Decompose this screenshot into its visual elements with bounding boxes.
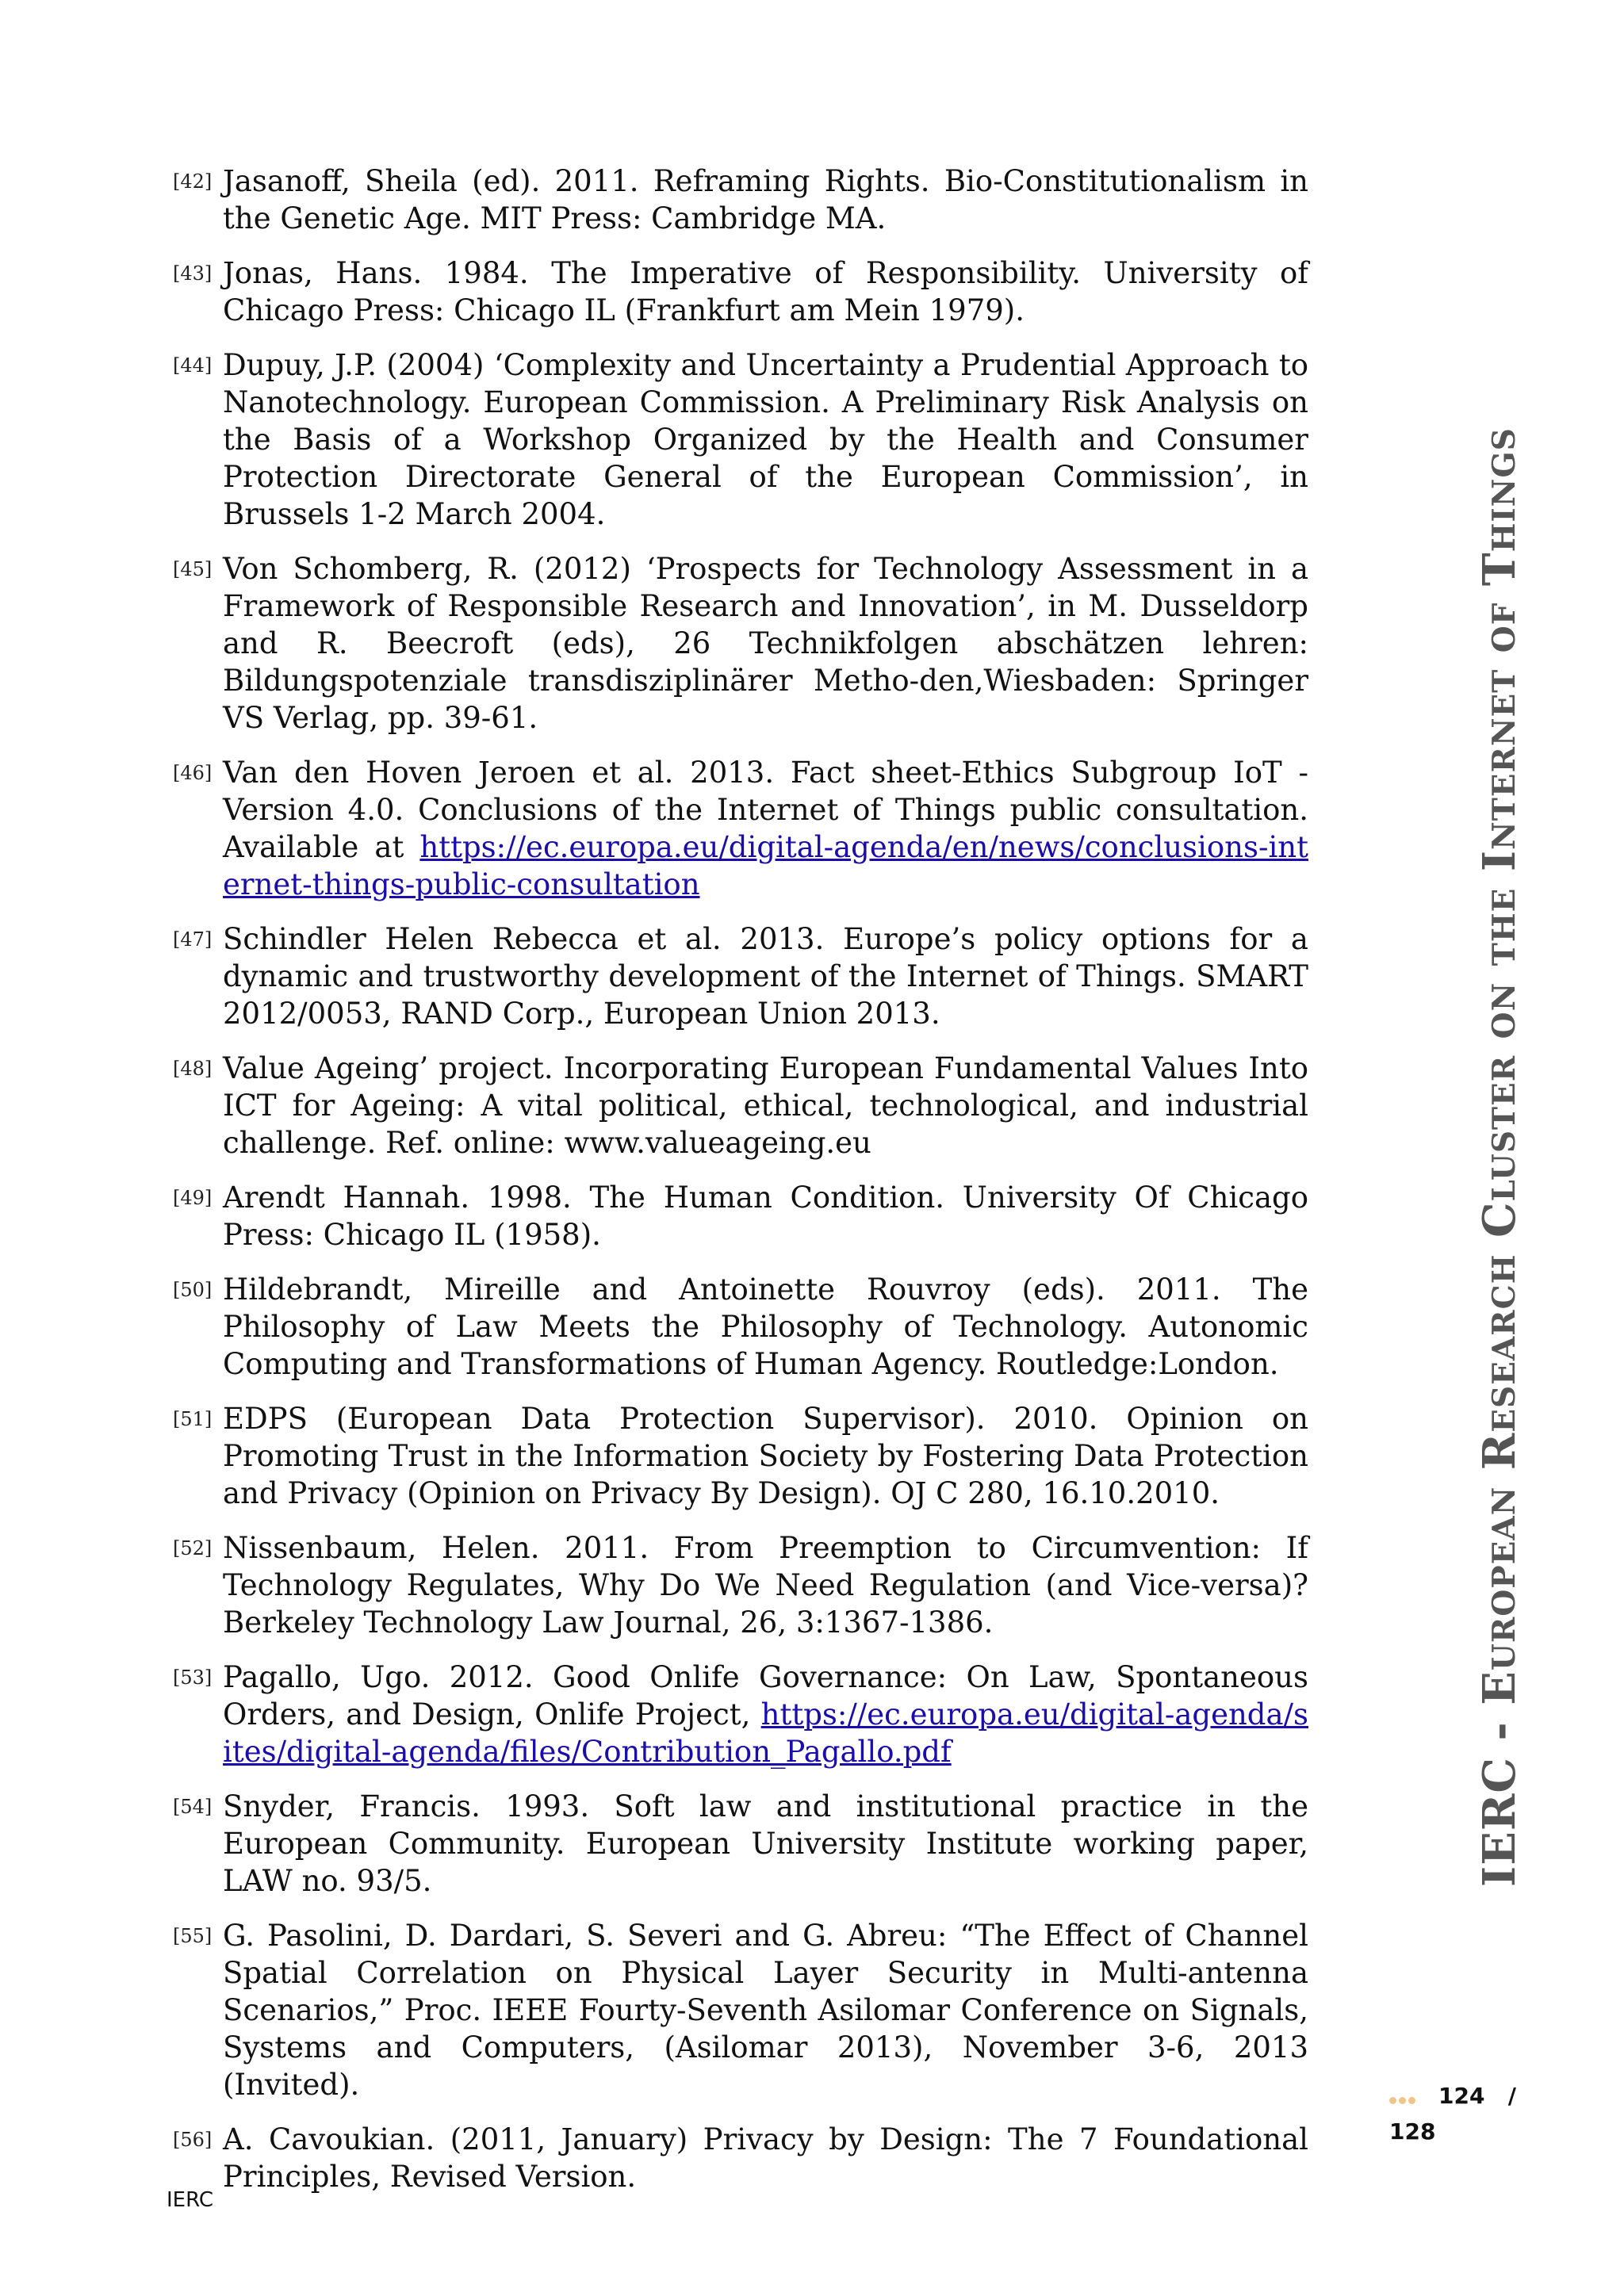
page-current: 124 <box>1438 2083 1485 2109</box>
reference-number: [53] <box>173 1667 213 1689</box>
reference-text: Arendt Hannah. 1998. The Human Condition. University Of Chicago Press: Chicago IL (1958). <box>223 1181 1308 1252</box>
reference-number: [48] <box>173 1058 213 1080</box>
page-number <box>1389 2079 1580 2149</box>
reference-item <box>173 1050 1308 1161</box>
reference-item <box>173 1179 1308 1253</box>
reference-item <box>173 163 1308 237</box>
reference-number: [51] <box>173 1408 213 1430</box>
reference-number: [44] <box>173 354 213 377</box>
reference-text: Dupuy, J.P. (2004) ‘Complexity and Uncertainty a Prudential Approach to Nanotechnology. European Commission. A Preliminary Risk Analysis on the Basis of a Workshop Organized by the Health and Consumer Protection Directorate General of the European Commission’, in Brussels 1-2 March 2004. <box>223 348 1308 531</box>
reference-item <box>173 1271 1308 1383</box>
footer-label: IERC <box>167 2188 214 2212</box>
reference-text: Von Schomberg, R. (2012) ‘Prospects for Technology Assessment in a Framework of Responsible Research and Innovation’, in M. Dusseldorp and R. Beecroft (eds), 26 Technikfolgen abschätzen lehren: Bildungspotenziale transdisziplinärer Metho-den,Wiesbaden: Springer VS Verlag, pp. 39-61. <box>223 552 1308 735</box>
reference-item <box>173 346 1308 533</box>
reference-number: [56] <box>173 2129 213 2151</box>
reference-item <box>173 1917 1308 2103</box>
reference-number: [46] <box>173 762 213 784</box>
side-document-title: IERC - European Research Cluster on the Internet of Things <box>1473 427 1526 1887</box>
reference-item <box>173 920 1308 1032</box>
dots-icon <box>1389 2080 1418 2114</box>
reference-number: [55] <box>173 1925 213 1947</box>
reference-text: Pagallo, Ugo. 2012. Good Onlife Governance: On Law, Spontaneous Orders, and Design, Onlife Project, <box>223 1660 1308 1732</box>
reference-link[interactable]: https://ec.europa.eu/digital-agenda/sites/digital-agenda/files/Contribution_Pagallo.pdf <box>223 1697 1308 1769</box>
reference-item <box>173 1529 1308 1641</box>
reference-item <box>173 1788 1308 1900</box>
reference-number: [47] <box>173 928 213 951</box>
reference-number: [54] <box>173 1796 213 1818</box>
reference-number: [50] <box>173 1279 213 1301</box>
page-separator: / <box>1507 2083 1516 2109</box>
reference-item <box>173 1400 1308 1512</box>
reference-item <box>173 754 1308 903</box>
reference-text: Jasanoff, Sheila (ed). 2011. Reframing Rights. Bio-Constitutionalism in the Genetic Age. MIT Press: Cambridge MA. <box>223 164 1308 235</box>
reference-number: [49] <box>173 1187 213 1209</box>
reference-item <box>173 550 1308 737</box>
reference-link[interactable]: https://ec.europa.eu/digital-agenda/en/news/conclusions-internet-things-public-consultation <box>223 830 1308 901</box>
reference-text: Snyder, Francis. 1993. Soft law and institutional practice in the European Community. European University Institute working paper, LAW no. 93/5. <box>223 1789 1308 1898</box>
reference-number: [45] <box>173 558 213 580</box>
reference-text: Hildebrandt, Mireille and Antoinette Rouvroy (eds). 2011. The Philosophy of Law Meets the Philosophy of Technology. Autonomic Computing and Transformations of Human Agency. Routledge:London. <box>223 1272 1308 1381</box>
reference-text: Value Ageing’ project. Incorporating European Fundamental Values Into ICT for Ageing: A vital political, ethical, technological, and industrial challenge. Ref. online: www.valueageing.eu <box>223 1051 1308 1160</box>
reference-text: Van den Hoven Jeroen et al. 2013. Fact sheet-Ethics Subgroup IoT - Version 4.0. Conclusions of the Internet of Things public consultation. Available at <box>223 756 1308 864</box>
reference-text: A. Cavoukian. (2011, January) Privacy by Design: The 7 Foundational Principles, Revised Version. <box>223 2122 1308 2194</box>
reference-number: [52] <box>173 1537 213 1559</box>
reference-number: [42] <box>173 170 213 193</box>
reference-list <box>173 163 1308 2213</box>
page-total: 128 <box>1389 2118 1436 2145</box>
reference-text: G. Pasolini, D. Dardari, S. Severi and G. Abreu: “The Effect of Channel Spatial Correlation on Physical Layer Security in Multi-antenna Scenarios,” Proc. IEEE Fourty-Seventh Asilomar Conference on Signals, Systems and Computers, (Asilomar 2013), November 3-6, 2013 (Invited). <box>223 1919 1308 2102</box>
reference-item <box>173 2121 1308 2195</box>
reference-text: Schindler Helen Rebecca et al. 2013. Europe’s policy options for a dynamic and trustworthy development of the Internet of Things. SMART 2012/0053, RAND Corp., European Union 2013. <box>223 922 1308 1031</box>
reference-item <box>173 254 1308 329</box>
reference-number: [43] <box>173 262 213 285</box>
reference-text: EDPS (European Data Protection Supervisor). 2010. Opinion on Promoting Trust in the Information Society by Fostering Data Protection and Privacy (Opinion on Privacy By Design). OJ C 280, 16.10.2010. <box>223 1402 1308 1510</box>
reference-item <box>173 1659 1308 1770</box>
reference-text: Nissenbaum, Helen. 2011. From Preemption to Circumvention: If Technology Regulates, Why Do We Need Regulation (and Vice-versa)? Berkeley Technology Law Journal, 26, 3:1367-1386. <box>223 1531 1308 1640</box>
reference-text: Jonas, Hans. 1984. The Imperative of Responsibility. University of Chicago Press: Chicago IL (Frankfurt am Mein 1979). <box>223 256 1308 327</box>
